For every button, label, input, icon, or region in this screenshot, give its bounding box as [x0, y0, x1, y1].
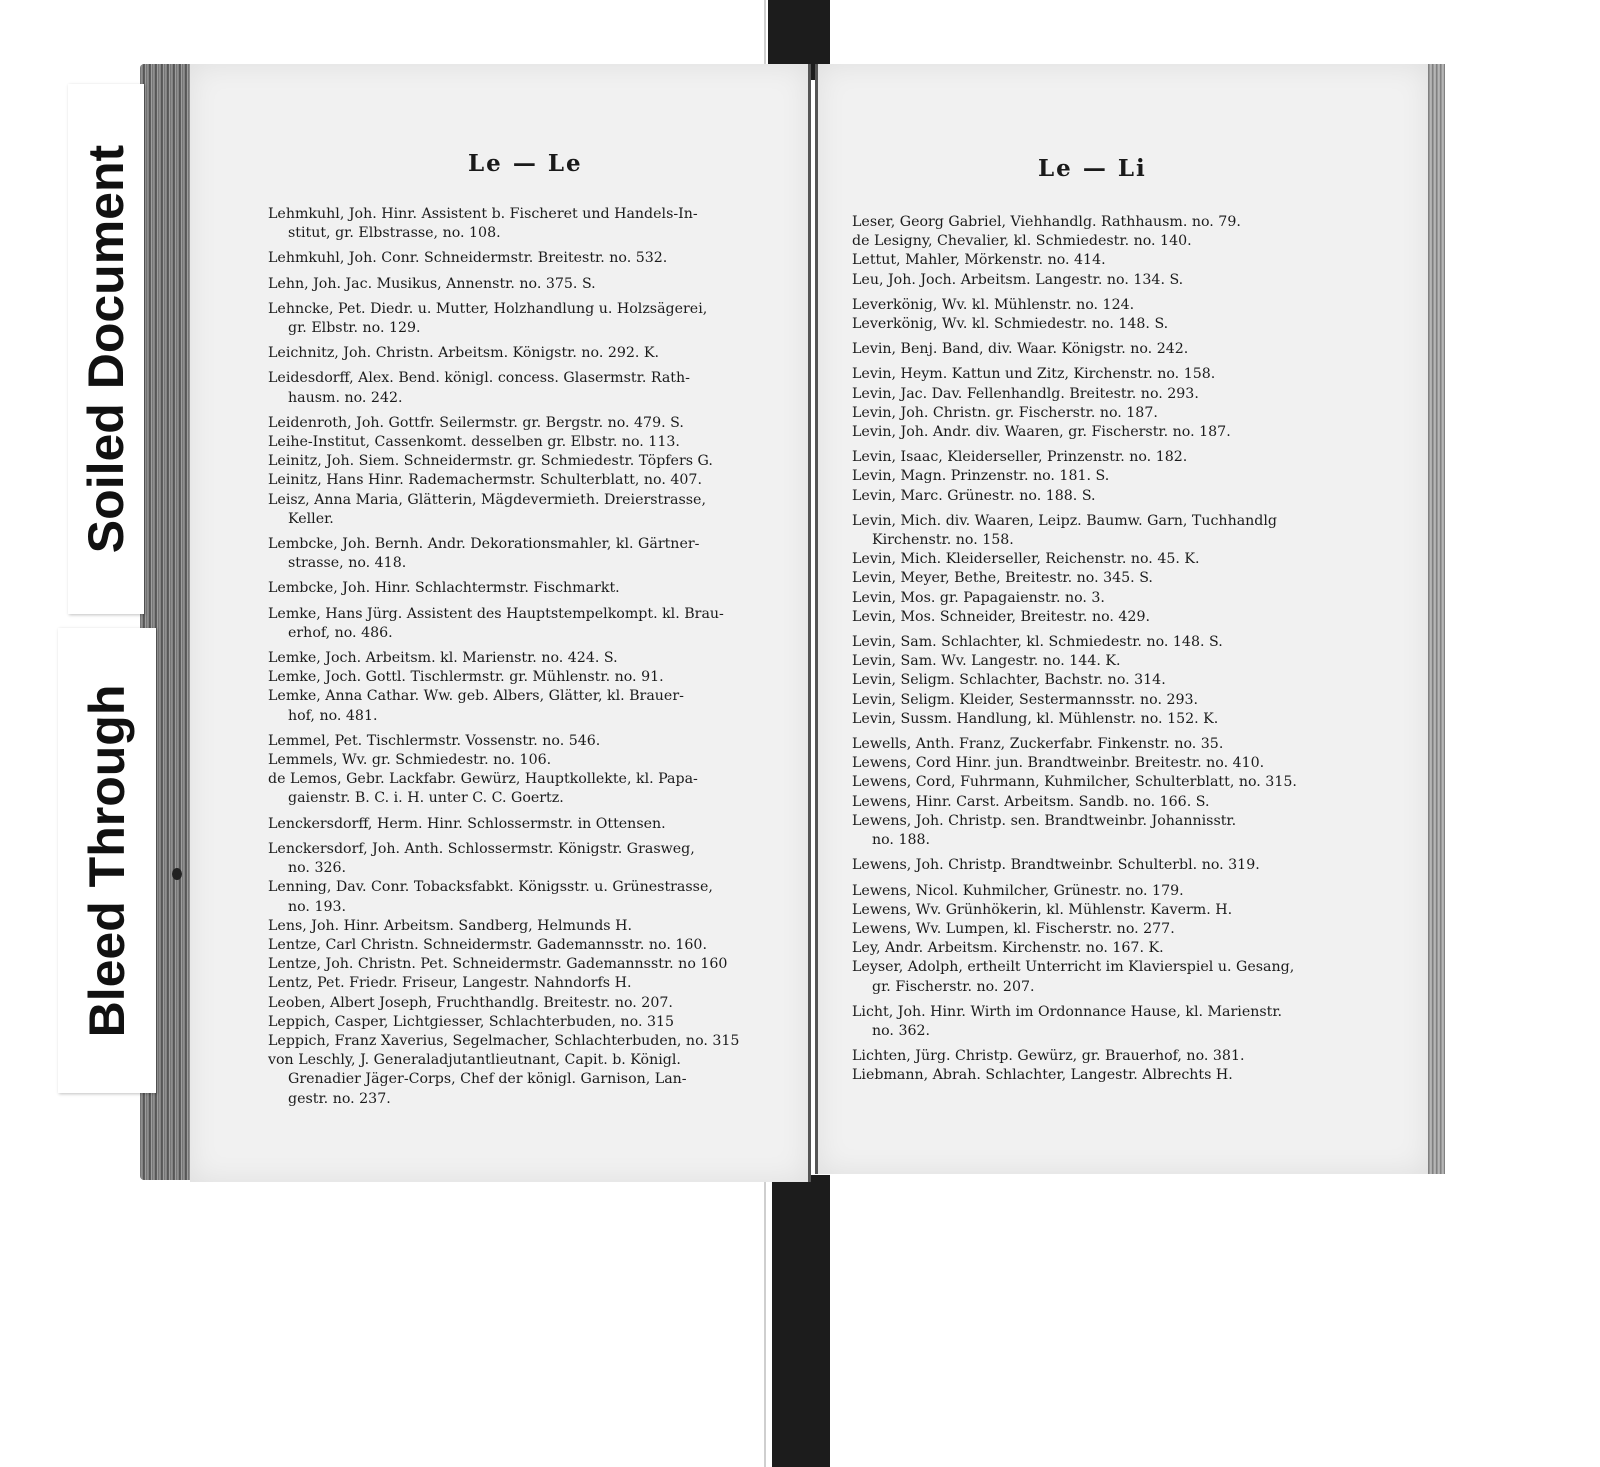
directory-entry-line: no. 193. — [288, 898, 347, 915]
directory-entry-line: Levin, Mos. gr. Papagaienstr. no. 3. — [852, 589, 1105, 606]
directory-entry-line: Grenadier Jäger-Corps, Chef der königl. Garnison, Lan- — [288, 1071, 687, 1088]
directory-entry-line: no. 326. — [288, 860, 347, 877]
directory-entry-line: Keller. — [288, 510, 334, 527]
left-entry-list — [268, 205, 778, 1109]
directory-entry-line: Lewens, Joh. Christp. Brandtweinbr. Schulterbl. no. 319. — [852, 857, 1260, 874]
directory-entry-line: Lewens, Cord, Fuhrmann, Kuhmilcher, Schulterblatt, no. 315. — [852, 774, 1297, 791]
directory-entry-line: Lenning, Dav. Conr. Tobacksfabkt. Königsstr. u. Grünestrasse, — [268, 879, 713, 896]
directory-entry-line: Leidesdorff, Alex. Bend. königl. concess. Glasermstr. Rath- — [268, 370, 690, 387]
right-entry-list — [852, 213, 1362, 1086]
directory-entry-line: Levin, Benj. Band, div. Waar. Königstr. no. 242. — [852, 341, 1189, 358]
directory-entry-line: Levin, Seligm. Kleider, Sestermannsstr. no. 293. — [852, 691, 1199, 708]
binding-strap-bottom — [772, 1175, 830, 1467]
directory-entry-line: Lembcke, Joh. Bernh. Andr. Dekorationsmahler, kl. Gärtner- — [268, 536, 700, 553]
directory-entry-line: Lewens, Hinr. Carst. Arbeitsm. Sandb. no. 166. S. — [852, 793, 1210, 810]
directory-entry-line: gaienstr. B. C. i. H. unter C. C. Goertz. — [288, 790, 564, 807]
directory-entry-line: Leihe-Institut, Cassenkomt. desselben gr. Elbstr. no. 113. — [268, 434, 680, 451]
directory-entry-line: Lewens, Wv. Lumpen, kl. Fischerstr. no. 277. — [852, 920, 1175, 937]
directory-entry-line: Lentze, Joh. Christn. Pet. Schneidermstr. Gademannsstr. no 160 — [268, 956, 728, 973]
directory-entry-line: Lemke, Anna Cathar. Ww. geb. Albers, Glätter, kl. Brauer- — [268, 688, 684, 705]
directory-entry-line: Leinitz, Hans Hinr. Rademachermstr. Schulterblatt, no. 407. — [268, 472, 702, 489]
directory-entry-line: Levin, Mich. div. Waaren, Leipz. Baumw. Garn, Tuchhandlg — [852, 512, 1277, 529]
directory-entry-line: Levin, Isaac, Kleiderseller, Prinzenstr. no. 182. — [852, 449, 1188, 466]
directory-entry-line: stitut, gr. Elbstrasse, no. 108. — [288, 225, 501, 242]
directory-entry-line: Levin, Marc. Grünestr. no. 188. S. — [852, 487, 1096, 504]
directory-entry-line: Lemke, Joch. Gottl. Tischlermstr. gr. Mühlenstr. no. 91. — [268, 669, 664, 686]
directory-entry-line: Lentz, Pet. Friedr. Friseur, Langestr. Nahndorfs H. — [268, 975, 632, 992]
directory-entry-line: Leser, Georg Gabriel, Viehhandlg. Rathhausm. no. 79. — [852, 214, 1241, 230]
directory-entry-line: Licht, Joh. Hinr. Wirth im Ordonnance Hause, kl. Marienstr. — [852, 1003, 1283, 1020]
directory-entry-line: Levin, Mich. Kleiderseller, Reichenstr. no. 45. K. — [852, 551, 1200, 568]
directory-entry-line: Leppich, Franz Xaverius, Segelmacher, Schlachterbuden, no. 315 — [268, 1032, 740, 1049]
directory-entry-line: Lemmel, Pet. Tischlermstr. Vossenstr. no. 546. — [268, 732, 601, 749]
scanner-edge-bottom — [764, 1178, 766, 1467]
directory-entry-line: Leidenroth, Joh. Gottfr. Seilermstr. gr. Bergstr. no. 479. S. — [268, 414, 684, 431]
directory-entry-line: Levin, Joh. Andr. div. Waaren, gr. Fischerstr. no. 187. — [852, 424, 1231, 441]
directory-entry-line: Leinitz, Joh. Siem. Schneidermstr. gr. Schmiedestr. Töpfers G. — [268, 453, 713, 470]
directory-entry-line: no. 188. — [872, 832, 931, 849]
directory-entry-line: Lehmkuhl, Joh. Conr. Schneidermstr. Breitestr. no. 532. — [268, 250, 668, 267]
left-page-heading: Le — Le — [468, 150, 583, 177]
directory-entry-line: hausm. no. 242. — [288, 389, 403, 406]
directory-entry-line: Lewells, Anth. Franz, Zuckerfabr. Finkenstr. no. 35. — [852, 736, 1224, 753]
directory-entry-line: no. 362. — [872, 1022, 931, 1039]
directory-entry-line: Kirchenstr. no. 158. — [872, 532, 1014, 549]
directory-entry-line: strasse, no. 418. — [288, 555, 407, 572]
directory-entry-line: Lehncke, Pet. Diedr. u. Mutter, Holzhandlung u. Holzsägerei, — [268, 300, 708, 317]
directory-entry-line: Lichten, Jürg. Christp. Gewürz, gr. Brauerhof, no. 381. — [852, 1048, 1245, 1065]
directory-entry-line: Lemke, Joch. Arbeitsm. kl. Marienstr. no. 424. S. — [268, 650, 618, 667]
directory-entry-line: Liebmann, Abrah. Schlachter, Langestr. Albrechts H. — [852, 1067, 1233, 1084]
directory-entry-line: de Lemos, Gebr. Lackfabr. Gewürz, Hauptkollekte, kl. Papa- — [268, 771, 698, 788]
directory-entry-line: Lens, Joh. Hinr. Arbeitsm. Sandberg, Helmunds H. — [268, 917, 632, 934]
directory-entry-line: Levin, Sam. Schlachter, kl. Schmiedestr. no. 148. S. — [852, 634, 1223, 651]
directory-entry-line: Leoben, Albert Joseph, Fruchthandlg. Breitestr. no. 207. — [268, 994, 673, 1011]
soiled-document-label — [68, 84, 144, 614]
directory-entry-line: Lewens, Cord Hinr. jun. Brandtweinbr. Breitestr. no. 410. — [852, 755, 1265, 772]
directory-entry-line: von Leschly, J. Generaladjutantlieutnant, Capit. b. Königl. — [268, 1052, 681, 1069]
directory-entry-line: Lemmels, Wv. gr. Schmiedestr. no. 106. — [268, 752, 552, 769]
directory-entry-line: Leverkönig, Wv. kl. Schmiedestr. no. 148. S. — [852, 316, 1169, 333]
directory-entry-line: Lembcke, Joh. Hinr. Schlachtermstr. Fischmarkt. — [268, 580, 620, 597]
directory-entry-line: Lentze, Carl Christn. Schneidermstr. Gademannsstr. no. 160. — [268, 936, 707, 953]
directory-entry-line: erhof, no. 486. — [288, 624, 393, 641]
soiled-document-text: Soiled Document — [78, 144, 134, 554]
directory-entry-line: gestr. no. 237. — [288, 1090, 391, 1107]
directory-entry-line: Lewens, Nicol. Kuhmilcher, Grünestr. no. 179. — [852, 882, 1184, 899]
directory-entry-line: gr. Fischerstr. no. 207. — [872, 978, 1035, 995]
bleed-through-text: Bleed Through — [79, 684, 135, 1037]
directory-entry-line: Leppich, Casper, Lichtgiesser, Schlachterbuden, no. 315 — [268, 1013, 675, 1030]
directory-entry-line: gr. Elbstr. no. 129. — [288, 320, 421, 337]
directory-entry-line: Leyser, Adolph, ertheilt Unterricht im Klavierspiel u. Gesang, — [852, 959, 1295, 976]
right-page-heading: Le — Li — [1038, 155, 1147, 182]
directory-entry-line: Levin, Magn. Prinzenstr. no. 181. S. — [852, 468, 1110, 485]
directory-entry-line: Lewens, Wv. Grünhökerin, kl. Mühlenstr. Kaverm. H. — [852, 901, 1233, 918]
directory-entry-line: hof, no. 481. — [288, 707, 378, 724]
ink-blot — [172, 868, 182, 880]
directory-entry-line: Levin, Joh. Christn. gr. Fischerstr. no. 187. — [852, 404, 1158, 421]
directory-entry-line: Leisz, Anna Maria, Glätterin, Mägdevermieth. Dreierstrasse, — [268, 491, 706, 508]
directory-entry-line: Lehmkuhl, Joh. Hinr. Assistent b. Fischeret und Handels-In- — [268, 206, 698, 222]
directory-entry-line: de Lesigny, Chevalier, kl. Schmiedestr. no. 140. — [852, 233, 1192, 250]
directory-entry-line: Levin, Sussm. Handlung, kl. Mühlenstr. no. 152. K. — [852, 710, 1219, 727]
bleed-through-label — [58, 628, 156, 1093]
directory-entry-line: Leverkönig, Wv. kl. Mühlenstr. no. 124. — [852, 296, 1135, 313]
directory-entry-line: Levin, Mos. Schneider, Breitestr. no. 429. — [852, 608, 1150, 625]
directory-entry-line: Lettut, Mahler, Mörkenstr. no. 414. — [852, 252, 1106, 269]
directory-entry-line: Ley, Andr. Arbeitsm. Kirchenstr. no. 167. K. — [852, 940, 1164, 957]
directory-entry-line: Lemke, Hans Jürg. Assistent des Hauptstempelkompt. kl. Brau- — [268, 605, 724, 622]
directory-entry-line: Lewens, Joh. Christp. sen. Brandtweinbr. Johannisstr. — [852, 812, 1237, 829]
page-edges-right — [1425, 64, 1445, 1174]
directory-entry-line: Lenckersdorff, Herm. Hinr. Schlossermstr. in Ottensen. — [268, 815, 666, 832]
directory-entry-line: Leichnitz, Joh. Christn. Arbeitsm. Königstr. no. 292. K. — [268, 345, 660, 362]
directory-entry-line: Levin, Jac. Dav. Fellenhandlg. Breitestr. no. 293. — [852, 385, 1199, 402]
directory-entry-line: Levin, Heym. Kattun und Zitz, Kirchenstr. no. 158. — [852, 366, 1216, 383]
directory-entry-line: Levin, Sam. Wv. Langestr. no. 144. K. — [852, 653, 1121, 670]
directory-entry-line: Levin, Meyer, Bethe, Breitestr. no. 345. S. — [852, 570, 1153, 587]
directory-entry-line: Leu, Joh. Joch. Arbeitsm. Langestr. no. 134. S. — [852, 271, 1184, 288]
directory-entry-line: Levin, Seligm. Schlachter, Bachstr. no. 314. — [852, 672, 1166, 689]
directory-entry-line: Lenckersdorf, Joh. Anth. Schlossermstr. Königstr. Grasweg, — [268, 840, 695, 857]
directory-entry-line: Lehn, Joh. Jac. Musikus, Annenstr. no. 375. S. — [268, 275, 596, 292]
